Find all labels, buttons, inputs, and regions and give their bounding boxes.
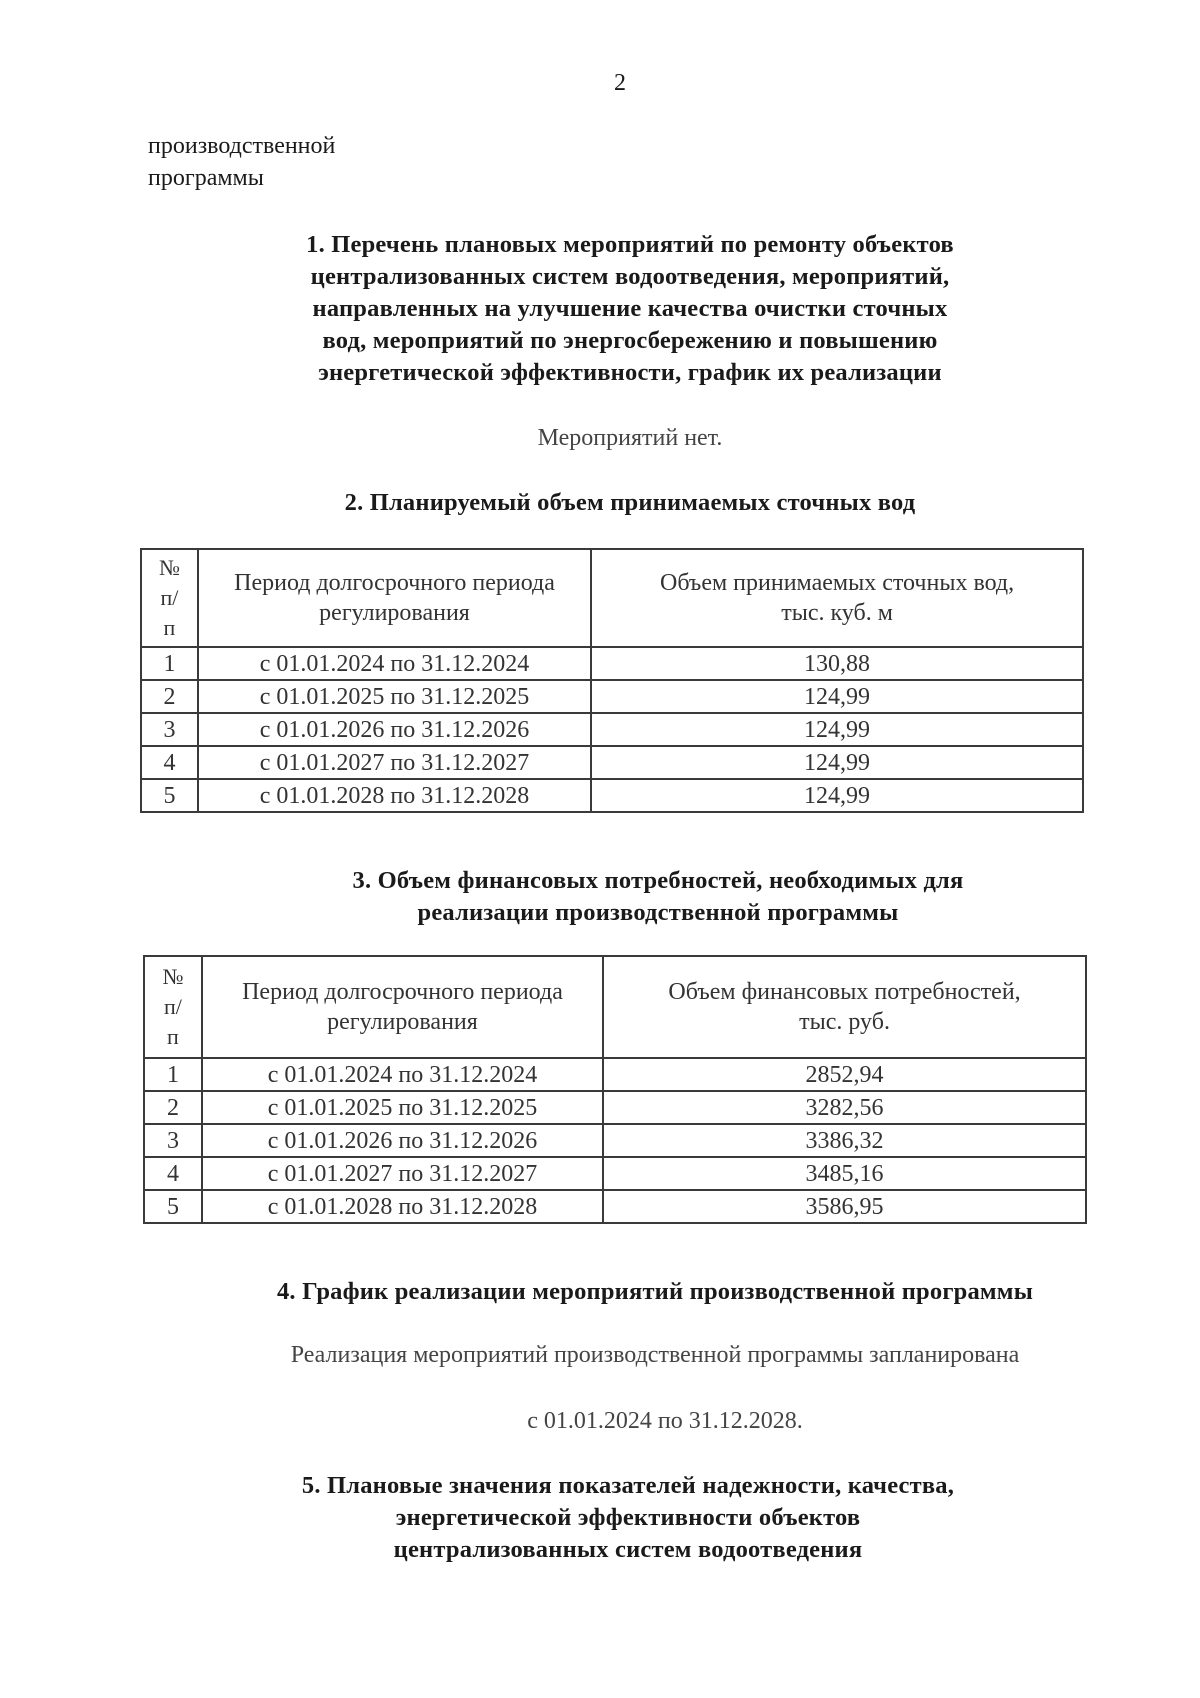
table-row xyxy=(141,779,1083,812)
header-period: Период долгосрочного периода регулирования xyxy=(202,956,603,1058)
row-period: с 01.01.2025 по 31.12.2025 xyxy=(198,680,591,713)
row-value: 3485,16 xyxy=(603,1157,1086,1190)
table-header-row xyxy=(141,549,1083,647)
heading-line: энергетической эффективности объектов xyxy=(395,1504,861,1531)
page-number: 2 xyxy=(614,70,626,96)
header-period: Период долгосрочного периода регулирования xyxy=(198,549,591,647)
section-1-heading xyxy=(230,229,1030,389)
row-period: с 01.01.2027 по 31.12.2027 xyxy=(202,1157,603,1190)
row-number: 3 xyxy=(141,713,198,746)
financial-needs-table xyxy=(143,955,1087,1224)
no-activities-note: Мероприятий нет. xyxy=(537,425,723,451)
row-period: с 01.01.2027 по 31.12.2027 xyxy=(198,746,591,779)
table-row xyxy=(144,1058,1086,1091)
header-volume: Объем принимаемых сточных вод, тыс. куб. м xyxy=(591,549,1083,647)
table-row xyxy=(144,1190,1086,1223)
schedule-dates: с 01.01.2024 по 31.12.2028. xyxy=(527,1408,803,1434)
row-value: 124,99 xyxy=(591,680,1083,713)
row-number: 4 xyxy=(144,1157,202,1190)
fragment-line: производственной xyxy=(148,133,336,159)
heading-line: реализации производственной программы xyxy=(417,899,899,926)
row-number: 5 xyxy=(144,1190,202,1223)
row-value: 3586,95 xyxy=(603,1190,1086,1223)
row-number: 3 xyxy=(144,1124,202,1157)
row-number: 1 xyxy=(144,1058,202,1091)
row-number: 2 xyxy=(141,680,198,713)
heading-line: 3. Объем финансовых потребностей, необходимых для xyxy=(352,867,964,894)
table-row xyxy=(141,746,1083,779)
table-row xyxy=(144,1091,1086,1124)
heading-line: энергетической эффективности, график их реализации xyxy=(318,359,942,386)
row-value: 130,88 xyxy=(591,647,1083,680)
section-2-heading: 2. Планируемый объем принимаемых сточных вод xyxy=(344,489,916,516)
continued-text-fragment xyxy=(148,130,335,194)
header-number: № п/ п xyxy=(144,956,202,1058)
fragment-line: программы xyxy=(148,165,264,191)
header-financial-needs: Объем финансовых потребностей, тыс. руб. xyxy=(603,956,1086,1058)
row-number: 2 xyxy=(144,1091,202,1124)
row-number: 4 xyxy=(141,746,198,779)
table-row xyxy=(144,1157,1086,1190)
table-row xyxy=(144,1124,1086,1157)
row-period: с 01.01.2028 по 31.12.2028 xyxy=(202,1190,603,1223)
row-period: с 01.01.2026 по 31.12.2026 xyxy=(198,713,591,746)
schedule-text: Реализация мероприятий производственной программы запланирована xyxy=(290,1342,1020,1368)
table-header-row xyxy=(144,956,1086,1058)
table-row xyxy=(141,680,1083,713)
row-period: с 01.01.2024 по 31.12.2024 xyxy=(202,1058,603,1091)
row-number: 5 xyxy=(141,779,198,812)
header-number: № п/ п xyxy=(141,549,198,647)
heading-line: централизованных систем водоотведения xyxy=(393,1536,863,1563)
table-row xyxy=(141,647,1083,680)
section-5-heading xyxy=(188,1470,1068,1566)
row-period: с 01.01.2024 по 31.12.2024 xyxy=(198,647,591,680)
row-value: 124,99 xyxy=(591,779,1083,812)
row-value: 2852,94 xyxy=(603,1058,1086,1091)
row-value: 124,99 xyxy=(591,713,1083,746)
section-3-heading xyxy=(258,865,1058,929)
section-4-heading: 4. График реализации мероприятий производственной программы xyxy=(276,1278,1034,1305)
row-number: 1 xyxy=(141,647,198,680)
heading-line: 5. Плановые значения показателей надежности, качества, xyxy=(301,1472,955,1499)
table-row xyxy=(141,713,1083,746)
row-value: 3386,32 xyxy=(603,1124,1086,1157)
row-period: с 01.01.2025 по 31.12.2025 xyxy=(202,1091,603,1124)
heading-line: направленных на улучшение качества очистки сточных xyxy=(312,295,948,322)
row-period: с 01.01.2026 по 31.12.2026 xyxy=(202,1124,603,1157)
row-period: с 01.01.2028 по 31.12.2028 xyxy=(198,779,591,812)
wastewater-volume-table xyxy=(140,548,1084,813)
row-value: 3282,56 xyxy=(603,1091,1086,1124)
heading-line: вод, мероприятий по энергосбережению и повышению xyxy=(322,327,938,354)
heading-line: централизованных систем водоотведения, мероприятий, xyxy=(310,263,950,290)
row-value: 124,99 xyxy=(591,746,1083,779)
heading-line: 1. Перечень плановых мероприятий по ремонту объектов xyxy=(306,231,954,258)
